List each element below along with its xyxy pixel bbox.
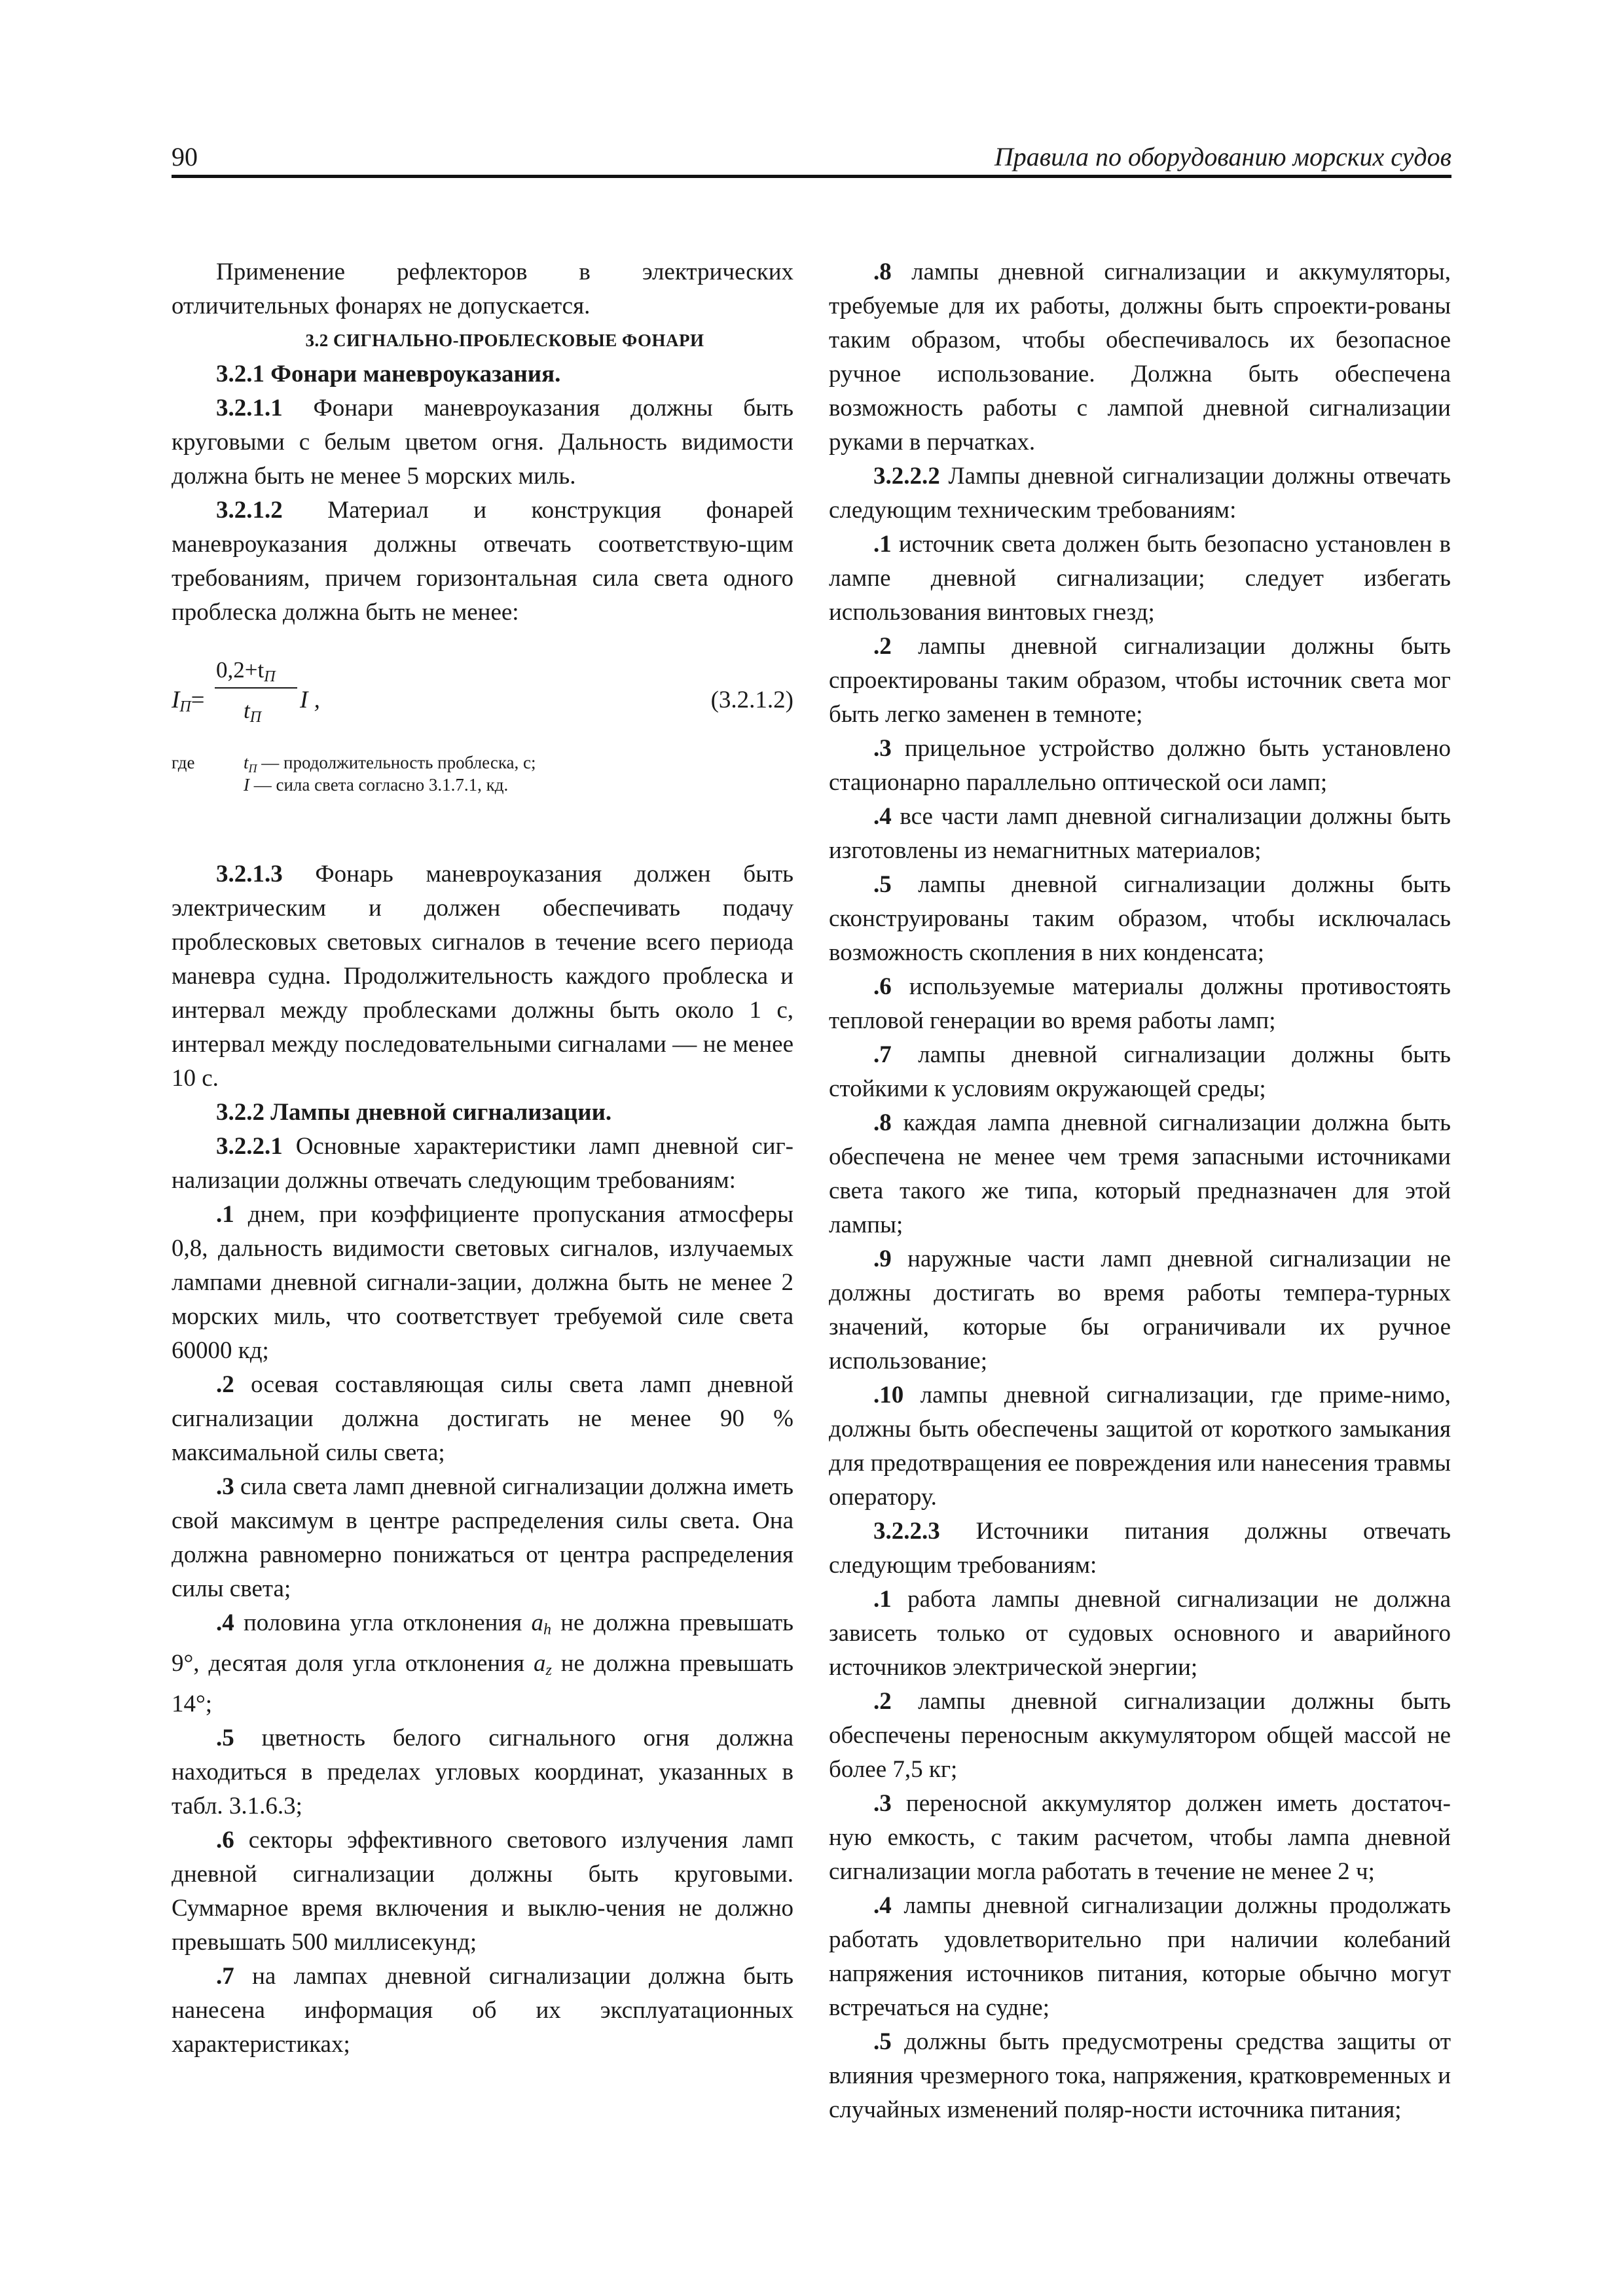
clause-number: 3.2.1.1 xyxy=(216,395,283,422)
item-text: на лампах дневной сигнализации должна быть нанесена информация об их эксплуатационных характеристиках; xyxy=(172,1963,793,2058)
section-title: 3.2 СИГНАЛЬНО-ПРОБЛЕСКОВЫЕ ФОНАРИ xyxy=(305,331,704,350)
list-item xyxy=(829,1106,1451,1242)
item-text: работа лампы дневной сигнализации не должна зависеть только от судовых основного и аварийного источников электрической энергии; xyxy=(829,1586,1451,1681)
list-item xyxy=(829,255,1451,459)
angle-symbol: a xyxy=(531,1609,543,1636)
item-text: лампы дневной сигнализации должны продолжать работать удовлетворительно при наличии колебаний напряжения источников питания, которые обычно могут встречаться на судне; xyxy=(829,1892,1451,2021)
paragraph-text: Фонари маневроуказания должны быть круговыми с белым цветом огня. Дальность видимости должна быть не менее 5 морских миль. xyxy=(172,395,793,490)
heading-text: 3.2.2 Лампы дневной сигнализации. xyxy=(216,1099,612,1126)
legend-label: где xyxy=(172,753,195,772)
item-number: .1 xyxy=(873,1586,892,1613)
list-item xyxy=(829,970,1451,1038)
formula-number: (3.2.1.2) xyxy=(710,687,793,713)
item-number: .7 xyxy=(873,1041,892,1068)
list-item xyxy=(829,2025,1451,2127)
item-number: .7 xyxy=(216,1963,234,1990)
clause-number: 3.2.1.2 xyxy=(216,497,283,524)
formula-denominator-text: t xyxy=(244,698,250,723)
list-item xyxy=(829,1583,1451,1685)
formula-equals: = xyxy=(191,687,205,713)
item-text: сила света ламп дневной сигнализации должна иметь свой максимум в центре распределения силы света. Она должна равномерно понижаться от центра распределения силы света; xyxy=(172,1473,793,1602)
item-text: используемые материалы должны противостоять тепловой генерации во время работы ламп; xyxy=(829,973,1451,1034)
list-item xyxy=(172,1368,793,1470)
formula-lhs xyxy=(172,683,205,724)
item-text: переносной аккумулятор должен иметь достаточ-ную емкость, с таким расчетом, чтобы лампа дневной сигнализации могла работать в течение не менее 2 ч; xyxy=(829,1790,1451,1885)
item-text: должны быть предусмотрены средства защиты от влияния чрезмерного тока, напряжения, кратковременных и случайных изменений поляр-ности источника питания; xyxy=(829,2028,1451,2123)
legend-t-sub: П xyxy=(248,762,257,775)
item-text: источник света должен быть безопасно установлен в лампе дневной сигнализации; следует избегать использования винтовых гнезд; xyxy=(829,531,1451,626)
paragraph xyxy=(172,1130,793,1198)
formula-lhs-symbol: I xyxy=(172,687,180,713)
clause-number: 3.2.1.3 xyxy=(216,861,283,888)
item-text: прицельное устройство должно быть установлено стационарно параллельно оптической оси ламп; xyxy=(829,735,1451,796)
item-number: .5 xyxy=(873,871,892,898)
list-item xyxy=(829,528,1451,630)
item-number: .2 xyxy=(873,633,892,660)
list-item xyxy=(172,1823,793,1960)
paragraph-text: Основные характеристики ламп дневной сиг-нализации должны отвечать следующим требованиям: xyxy=(172,1133,793,1194)
formula-denominator xyxy=(244,694,261,734)
paragraph-text: Источники питания должны отвечать следующим требованиям: xyxy=(829,1518,1451,1579)
paragraph-text: Лампы дневной сигнализации должны отвечать следующим техническим требованиям: xyxy=(829,463,1451,524)
clause-number: 3.2.2.2 xyxy=(873,463,940,490)
item-number: .5 xyxy=(873,2028,892,2055)
item-text: днем, при коэффициенте пропускания атмосферы 0,8, дальность видимости световых сигналов, излучаемых лампами дневной сигнали-зации, должна быть не менее 2 морских миль, что соответствует требуемой силе света 60000 кд; xyxy=(172,1201,793,1364)
clause-number: 3.2.2.3 xyxy=(873,1518,940,1545)
item-number: .4 xyxy=(873,803,892,830)
item-text: лампы дневной сигнализации, где приме-нимо, должны быть обеспечены защитой от короткого замыкания для предотвращения ее повреждения или нанесения травмы оператору. xyxy=(829,1382,1451,1511)
item-text: каждая лампа дневной сигнализации должна быть обеспечена не менее чем тремя запасными источниками света такого же типа, который предназначен для этой лампы; xyxy=(829,1109,1451,1238)
formula-lhs-sub: П xyxy=(179,698,191,715)
right-column xyxy=(829,255,1451,2127)
formula xyxy=(172,648,793,746)
item-number: .4 xyxy=(216,1609,234,1636)
legend-t-desc: — продолжительность проблеска, с; xyxy=(257,753,536,772)
item-number: .3 xyxy=(873,735,892,762)
item-text: наружные части ламп дневной сигнализации не должны достигать во время работы темпера-турных значений, которые бы ограничивали их ручное использование; xyxy=(829,1246,1451,1374)
list-item xyxy=(829,1787,1451,1889)
item-number: .8 xyxy=(873,1109,892,1136)
list-item xyxy=(829,1378,1451,1515)
left-column xyxy=(172,255,793,2062)
legend-line-i xyxy=(244,774,508,796)
formula-denominator-sub: П xyxy=(249,709,262,726)
formula-tail: I , xyxy=(300,687,320,713)
angle-sub: z xyxy=(545,1662,552,1679)
item-text: осевая составляющая силы света ламп дневной сигнализации должна достигать не менее 90 % максимальной силы света; xyxy=(172,1371,793,1466)
item-number: .9 xyxy=(873,1246,892,1272)
angle-sub: h xyxy=(543,1621,551,1638)
angle-symbol: a xyxy=(533,1650,546,1677)
list-item xyxy=(172,1960,793,2062)
item-text: лампы дневной сигнализации должны быть стойкими к условиям окружающей среды; xyxy=(829,1041,1451,1102)
item-number: .1 xyxy=(873,531,892,558)
page-number: 90 xyxy=(172,142,198,171)
item-number: .3 xyxy=(873,1790,892,1817)
paragraph-text: Материал и конструкция фонарей маневроуказания должны отвечать соответствую-щим требованиям, причем горизонтальная сила света одного проблеска должна быть не менее: xyxy=(172,497,793,626)
item-text: не должна превышать 14°; xyxy=(172,1650,793,1717)
item-text: лампы дневной сигнализации и аккумуляторы, требуемые для их работы, должны быть спроекти-рованы таким образом, чтобы обеспечивалось их безопасное ручное использование. Должна быть обеспечена возможность работы с лампой дневной сигнализации руками в перчатках. xyxy=(829,259,1451,456)
item-number: .3 xyxy=(216,1473,234,1500)
running-title: Правила по оборудованию морских судов xyxy=(994,142,1451,171)
header-rule xyxy=(172,175,1451,178)
list-item xyxy=(829,1038,1451,1106)
list-item xyxy=(829,800,1451,868)
list-item xyxy=(829,1889,1451,2025)
paragraph xyxy=(172,391,793,493)
list-item xyxy=(829,630,1451,732)
item-text: секторы эффективного светового излучения ламп дневной сигнализации должны быть круговыми. Суммарное время включения и выклю-чения не должно превышать 500 миллисекунд; xyxy=(172,1827,793,1956)
legend-i-symbol: I xyxy=(244,775,249,795)
fraction-bar xyxy=(215,687,297,689)
legend-t-symbol: t xyxy=(244,753,249,772)
item-number: .6 xyxy=(216,1827,234,1854)
list-item xyxy=(172,1470,793,1606)
item-number: .4 xyxy=(873,1892,892,1919)
heading-text: 3.2.1 Фонари маневроуказания. xyxy=(216,361,561,387)
list-item xyxy=(829,868,1451,970)
item-text: не должна превышать 9°, десятая доля угла отклонения xyxy=(172,1609,793,1677)
item-text: лампы дневной сигнализации должны быть спроектированы таким образом, чтобы источник света мог быть легко заменен в темноте; xyxy=(829,633,1451,728)
list-item xyxy=(172,1606,793,1721)
list-item xyxy=(829,1242,1451,1378)
item-number: .6 xyxy=(873,973,892,1000)
item-number: .2 xyxy=(216,1371,234,1398)
item-text: половина угла отклонения xyxy=(234,1609,532,1636)
list-item xyxy=(829,732,1451,800)
item-number: .2 xyxy=(873,1688,892,1715)
paragraph xyxy=(172,493,793,630)
page-header xyxy=(172,141,1451,178)
paragraph xyxy=(829,459,1451,528)
paragraph-text: Фонарь маневроуказания должен быть электрическим и должен обеспечивать подачу проблесковых световых сигналов в течение всего периода маневра судна. Продолжительность каждого проблеска и интервал между проблесками должны быть около 1 с, интервал между последовательными сигналами — не менее 10 с. xyxy=(172,861,793,1092)
item-number: .5 xyxy=(216,1725,234,1751)
list-item xyxy=(829,1685,1451,1787)
formula-legend xyxy=(172,751,793,812)
list-item xyxy=(172,1198,793,1368)
item-text: все части ламп дневной сигнализации должны быть изготовлены из немагнитных материалов; xyxy=(829,803,1451,864)
legend-i-desc: — сила света согласно 3.1.7.1, кд. xyxy=(249,775,509,795)
paragraph xyxy=(829,1515,1451,1583)
subsection-heading xyxy=(172,1096,793,1130)
item-text: лампы дневной сигнализации должны быть обеспечены переносным аккумулятором общей массой не более 7,5 кг; xyxy=(829,1688,1451,1783)
item-text: лампы дневной сигнализации должны быть сконструированы таким образом, чтобы исключалась возможность скопления в них конденсата; xyxy=(829,871,1451,966)
item-number: .10 xyxy=(873,1382,904,1408)
formula-numerator-sub: П xyxy=(264,668,276,685)
item-number: .8 xyxy=(873,259,892,285)
formula-numerator-text: 0,2+t xyxy=(216,657,264,683)
subsection-heading xyxy=(172,357,793,391)
clause-number: 3.2.2.1 xyxy=(216,1133,283,1160)
paragraph xyxy=(172,857,793,1096)
list-item xyxy=(172,1721,793,1823)
item-number: .1 xyxy=(216,1201,234,1228)
item-text: цветность белого сигнального огня должна находиться в пределах угловых координат, указанных в табл. 3.1.6.3; xyxy=(172,1725,793,1820)
paragraph: Применение рефлекторов в электрических отличительных фонарях не допускается. xyxy=(172,259,793,319)
